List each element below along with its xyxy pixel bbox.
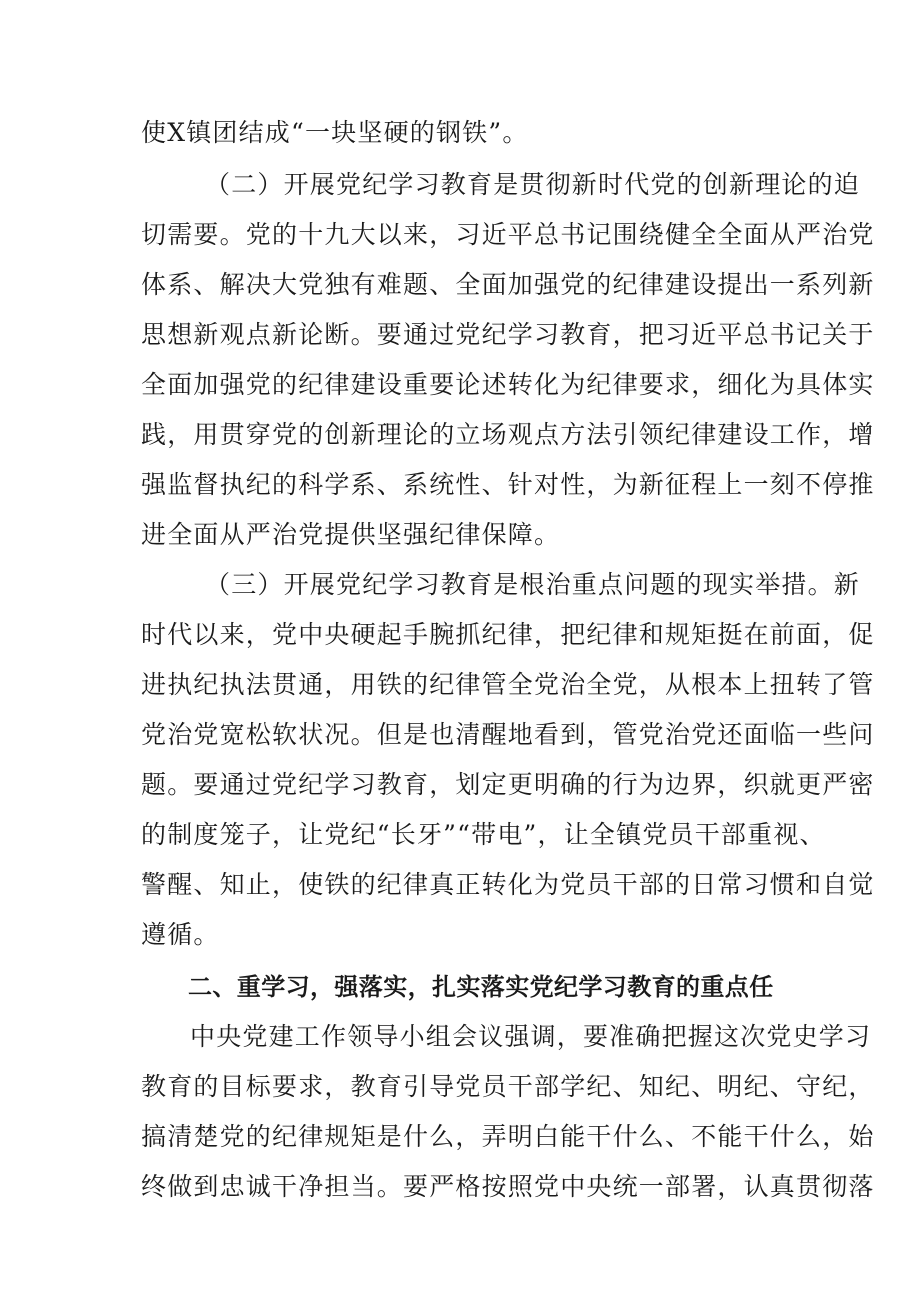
paragraph-line: 进执纪执法贯通，用铁的纪律管全党治全党，从根本上扭转了管 xyxy=(141,670,875,699)
paragraph-line: 搞清楚党的纪律规矩是什么，弄明白能干什么、不能干什么，始 xyxy=(141,1122,875,1151)
paragraph-line: 切需要。党的十九大以来，习近平总书记围绕健全全面从严治党 xyxy=(141,220,875,249)
paragraph-line: 警醒、知止，使铁的纪律真正转化为党员干部的日常习惯和自觉 xyxy=(141,870,875,899)
paragraph-line: 强监督执纪的科学系、系统性、针对性，为新征程上一刻不停推 xyxy=(141,470,875,499)
paragraph-line: 遵循。 xyxy=(141,920,220,949)
section-heading: 二、重学习，强落实，扎实落实党纪学习教育的重点任 xyxy=(188,973,774,1001)
paragraph-line: （二）开展党纪学习教育是贯彻新时代党的创新理论的迫 xyxy=(205,170,861,199)
paragraph-line: 的制度笼子，让党纪“长牙”“带电”，让全镇党员干部重视、 xyxy=(141,820,826,849)
paragraph-line: 题。要通过党纪学习教育，划定更明确的行为边界，织就更严密 xyxy=(141,770,875,799)
paragraph-line: 时代以来，党中央硬起手腕抓纪律，把纪律和规矩挺在前面，促 xyxy=(141,620,875,649)
paragraph-line: 终做到忠诚干净担当。要严格按照党中央统一部署，认真贯彻落 xyxy=(141,1172,875,1201)
paragraph-line: 中央党建工作领导小组会议强调，要准确把握这次党史学习 xyxy=(190,1022,872,1051)
paragraph-line: 进全面从严治党提供坚强纪律保障。 xyxy=(141,520,561,549)
paragraph-line: 党治党宽松软状况。但是也清醒地看到，管党治党还面临一些问 xyxy=(141,720,875,749)
paragraph-line: 体系、解决大党独有难题、全面加强党的纪律建设提出一系列新 xyxy=(141,270,875,299)
paragraph-line: 思想新观点新论断。要通过党纪学习教育，把习近平总书记关于 xyxy=(141,320,875,349)
paragraph-line: 使X镇团结成“一块坚硬的钢铁”。 xyxy=(141,118,529,147)
paragraph-line: （三）开展党纪学习教育是根治重点问题的现实举措。新 xyxy=(205,570,861,599)
paragraph-line: 教育的目标要求，教育引导党员干部学纪、知纪、明纪、守纪， xyxy=(141,1072,875,1101)
paragraph-line: 践，用贯穿党的创新理论的立场观点方法引领纪律建设工作，增 xyxy=(141,420,875,449)
paragraph-line: 全面加强党的纪律建设重要论述转化为纪律要求，细化为具体实 xyxy=(141,370,875,399)
